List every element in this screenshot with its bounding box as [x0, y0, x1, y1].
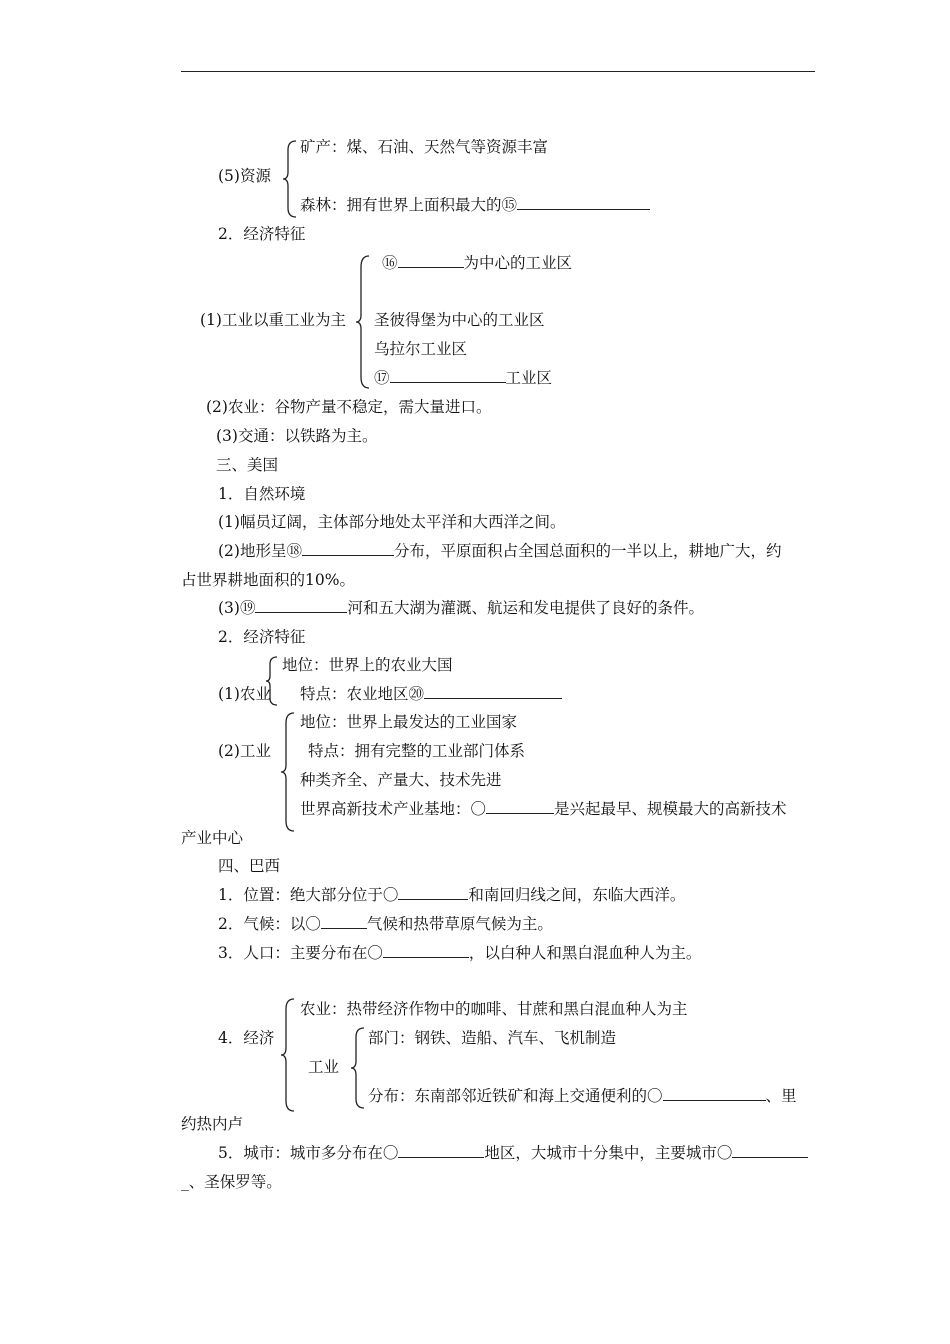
brace-brazil-industry — [350, 1027, 366, 1109]
brace-russia-industry — [355, 255, 371, 390]
usa-ind-feature: 特点：拥有完整的工业部门体系 — [308, 742, 526, 760]
brazil-ind-distribution: 分布：东南部邻近铁矿和海上交通便利的〇 、里 — [368, 1087, 797, 1105]
brace-resources — [282, 140, 298, 218]
usa-agri-position: 地位：世界上的农业大国 — [282, 656, 453, 674]
usa-heading: 三、美国 — [216, 456, 279, 474]
usa-ind-position: 地位：世界上最发达的工业国家 — [300, 713, 518, 731]
blank-distribution — [663, 1086, 766, 1101]
blank-17 — [390, 368, 506, 383]
brazil-econ-label: 4．经济 — [218, 1029, 275, 1047]
blank-city-region — [398, 1143, 484, 1158]
brazil-heading: 四、巴西 — [218, 857, 281, 875]
brazil-ind-departments: 部门：钢铁、造船、汽车、飞机制造 — [368, 1029, 617, 1047]
brazil-agriculture: 农业：热带经济作物中的咖啡、甘蔗和黑白混血种人为主 — [300, 1000, 688, 1018]
brazil-location: 1．位置：绝大部分位于〇 和南回归线之间，东临大西洋。 — [218, 886, 686, 904]
brace-usa-industry — [280, 712, 296, 832]
brazil-city: 5．城市：城市多分布在〇 地区，大城市十分集中，主要城市〇 — [218, 1143, 808, 1163]
brazil-city-cont: _、圣保罗等。 — [181, 1173, 282, 1191]
russia-transport: (3)交通：以铁路为主。 — [216, 427, 378, 445]
brazil-climate: 2．气候：以〇 气候和热带草原气候为主。 — [218, 915, 553, 933]
blank-location — [398, 885, 468, 900]
usa-ind-hitech: 世界高新技术产业基地：〇 是兴起最早、规模最大的高新技术 — [300, 800, 787, 818]
blank-18 — [302, 541, 394, 556]
blank-population — [383, 943, 469, 958]
blank-16 — [398, 253, 464, 268]
usa-nature-2: (2)地形呈⑱ 分布，平原面积占全国总面积的一半以上，耕地广大，约 — [218, 542, 782, 560]
blank-hitech — [486, 799, 554, 814]
russia-industry-label: (1)工业以重工业为主 — [200, 311, 346, 329]
russia-industry-item-3: 乌拉尔工业区 — [374, 340, 468, 358]
resources-label: (5)资源 — [218, 167, 271, 185]
brace-brazil-econ — [280, 998, 296, 1112]
usa-ind-hitech-cont: 产业中心 — [181, 829, 244, 847]
blank-climate — [321, 914, 367, 929]
usa-nature-2-cont: 占世界耕地面积的10%。 — [181, 571, 355, 589]
blank-city-main — [732, 1143, 808, 1158]
usa-agri-label: (1)农业 — [218, 685, 271, 703]
usa-nature-3: (3)⑲ 河和五大湖为灌溉、航运和发电提供了良好的条件。 — [218, 599, 704, 617]
usa-ind-label: (2)工业 — [218, 742, 271, 760]
russia-industry-item-4: ⑰ 工业区 — [374, 369, 553, 387]
russia-agriculture: (2)农业：谷物产量不稳定，需大量进口。 — [206, 398, 492, 416]
blank-19 — [255, 598, 347, 613]
header-rule — [181, 71, 815, 72]
russia-econ-heading: 2．经济特征 — [218, 225, 306, 243]
blank-20 — [424, 684, 562, 699]
blank-15 — [517, 195, 650, 210]
brazil-population: 3．人口：主要分布在〇 ，以白种人和黑白混血种人为主。 — [218, 944, 702, 962]
resources-forest: 森林：拥有世界上面积最大的⑮ — [300, 195, 650, 215]
russia-industry-item-2: 圣彼得堡为中心的工业区 — [374, 311, 545, 329]
resources-mineral: 矿产：煤、石油、天然气等资源丰富 — [300, 138, 549, 156]
usa-agri-feature: 特点：农业地区⑳ — [300, 684, 562, 704]
brazil-ind-distribution-cont: 约热内卢 — [181, 1115, 244, 1133]
brazil-ind-label: 工业 — [308, 1058, 340, 1076]
usa-nature-1: (1)幅员辽阔，主体部分地处太平洋和大西洋之间。 — [218, 513, 566, 531]
russia-industry-item-1: ⑯ 为中心的工业区 — [382, 254, 573, 272]
usa-econ-heading: 2．经济特征 — [218, 628, 306, 646]
usa-ind-types: 种类齐全、产量大、技术先进 — [300, 771, 502, 789]
usa-nature-heading: 1．自然环境 — [218, 485, 306, 503]
